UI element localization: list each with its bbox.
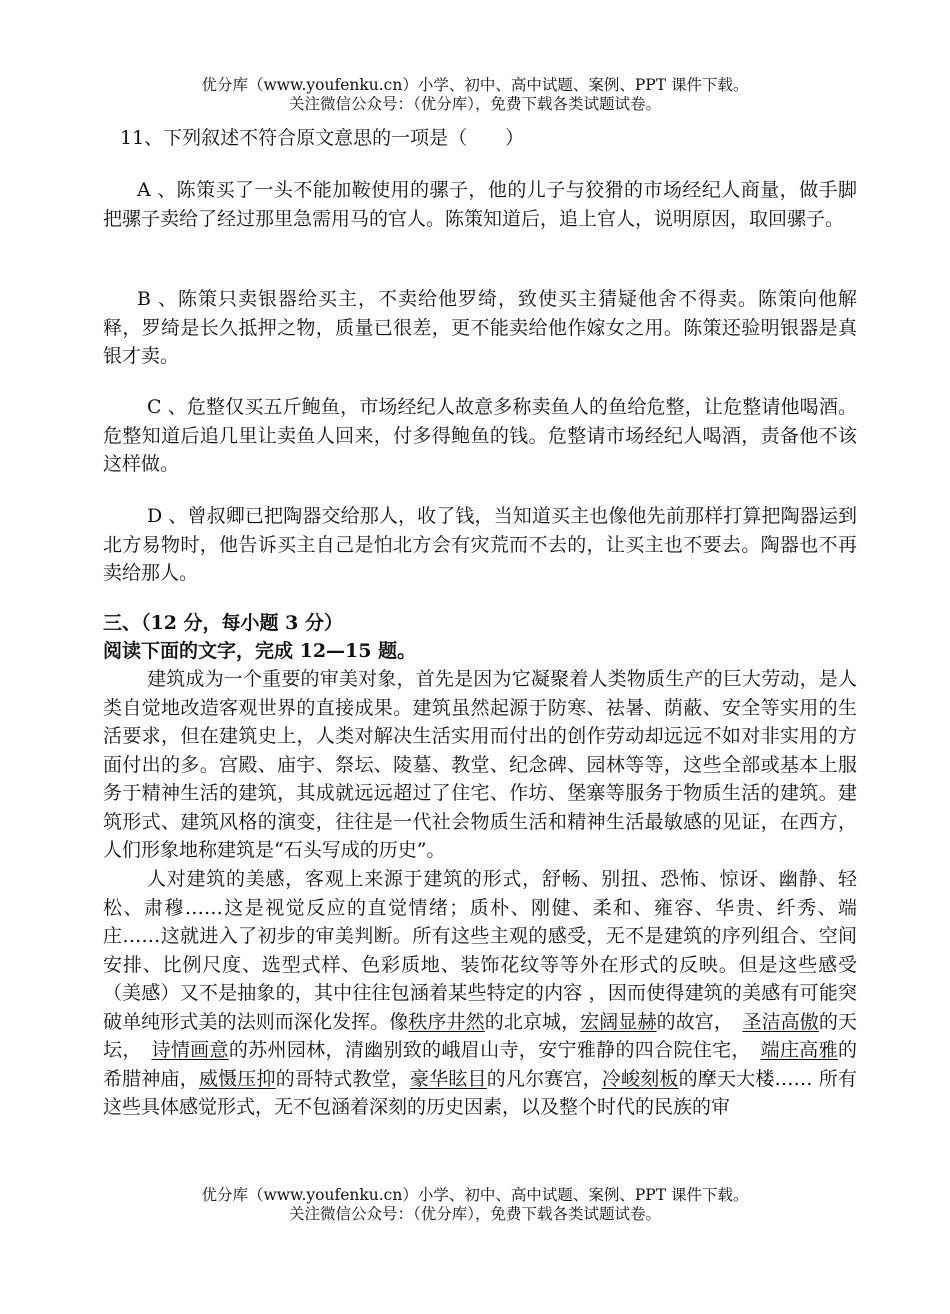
underlined-phrase: 诗情画意 — [151, 1039, 229, 1061]
underlined-phrase: 威慑压抑 — [198, 1067, 276, 1090]
section-3-instruction: 阅读下面的文字，完成 12—15 题。 — [103, 640, 417, 662]
underlined-phrase: 冷峻刻板 — [601, 1067, 679, 1090]
question-11-stem: 11、下列叙述不符合原文意思的一项是（ ） — [120, 127, 525, 149]
paragraph-2-text: 的北京城， — [484, 1010, 581, 1033]
paragraph-2-text: 的故宫， — [656, 1010, 743, 1033]
paragraph-2-text: 的希腊神庙， — [103, 1039, 857, 1090]
header-line-2: 关注微信公众号：（优分库），免费下载各类试题试卷。 — [288, 95, 661, 113]
underlined-phrase: 端庄高雅 — [760, 1039, 838, 1061]
option-a: A 、陈策买了一头不能加鞍使用的骡子，他的儿子与狡猾的市场经纪人商量，做手脚把骡子卖给了经过那里急需用马的官人。陈策知道后，追上官人，说明原因，取回骡子。 — [103, 179, 857, 230]
underlined-phrase: 豪华眩目 — [410, 1067, 487, 1090]
option-b: B 、陈策只卖银器给买主，不卖给他罗绮，致使买主猜疑他舍不得卖。陈策向他解释，罗绮是长久抵押之物，质量已很差，更不能卖给他作嫁女之用。陈策还验明银器是真银才卖。 — [103, 288, 857, 367]
header-line-1: 优分库（www.youfenku.cn）小学、初中、高中试题、案例、PPT 课件下载。 — [201, 76, 749, 94]
paragraph-2-text: 的哥特式教堂， — [275, 1067, 410, 1090]
section-3-title: 三、（12 分，每小题 3 分） — [103, 612, 344, 634]
underlined-phrase: 圣洁高傲 — [742, 1010, 819, 1033]
option-d: D 、曾叔卿已把陶器交给那人，收了钱，当知道买主也像他先前那样打算把陶器运到北方易物时，他告诉买主自己是怕北方会有灾荒而不去的，让买主也不要去。陶器也不再卖给那人。 — [103, 505, 857, 584]
passage-paragraph-1: 建筑成为一个重要的审美对象，首先是因为它凝聚着人类物质生产的巨大劳动，是人类自觉地改造客观世界的直接成果。建筑虽然起源于防寒、祛暑、荫蔽、安全等实用的生活要求，但在建筑史上，人类对解决生活实用而付出的创作劳动却远远不如对非实用的方面付出的多。宫殿、庙宇、祭坛、陵墓、教堂、纪念碑、园林等等，这些全部或基本上服务于精神生活的建筑，其成就远远超过了住宅、作坊、堡寨等服务于物质生活的建筑。建筑形式、建筑风格的演变，往往是一代社会物质生活和精神生活最敏感的见证，在西方，人们形象地称建筑是“石头写成的历史”。 — [103, 668, 857, 861]
underlined-phrase: 秩序井然 — [408, 1010, 485, 1033]
page-header — [0, 76, 950, 114]
paragraph-2-text: 的凡尔赛宫， — [486, 1067, 602, 1090]
paragraph-2-text: 的天坛， — [103, 1010, 857, 1061]
paragraph-2-text: 人对建筑的美感，客观上来源于建筑的形式，舒畅、别扭、恐怖、惊讶、幽静、轻松、肃穆……这是视觉反应的直觉情绪；质朴、刚健、柔和、雍容、华贵、纤秀、端庄……这就进入了初步的审美判断。所有这些主观的感受，无不是建筑的序列组合、空间安排、比例尺度、选型式样、色彩质地、装饰花纹等等外在形式的反映。但是这些感受（美感）又不是抽象的，其中往往包涵着某些特定的内容 ，因而使得建筑的美感有可能突破单纯形式美的法则而深化发挥。像 — [103, 868, 857, 1033]
passage-paragraph-2 — [103, 865, 857, 1122]
paragraph-2-text: 的摩天大楼…… 所有这些具体感觉形式，无不包涵着深刻的历史因素，以及整个时代的民族的审 — [103, 1067, 857, 1118]
footer-line-2: 关注微信公众号：（优分库），免费下载各类试题试卷。 — [288, 1205, 661, 1223]
footer-line-1: 优分库（www.youfenku.cn）小学、初中、高中试题、案例、PPT 课件下载。 — [201, 1186, 749, 1204]
underlined-phrase: 宏阔显赫 — [580, 1010, 657, 1033]
paragraph-2-text: 的苏州园林，清幽别致的峨眉山寺，安宁雅静的四合院住宅， — [228, 1039, 761, 1061]
page-footer — [0, 1186, 950, 1224]
option-c: C 、危整仅买五斤鲍鱼，市场经纪人故意多称卖鱼人的鱼给危整，让危整请他喝酒。危整知道后追几里让卖鱼人回来，付多得鲍鱼的钱。危整请市场经纪人喝酒，责备他不该这样做。 — [103, 396, 857, 475]
